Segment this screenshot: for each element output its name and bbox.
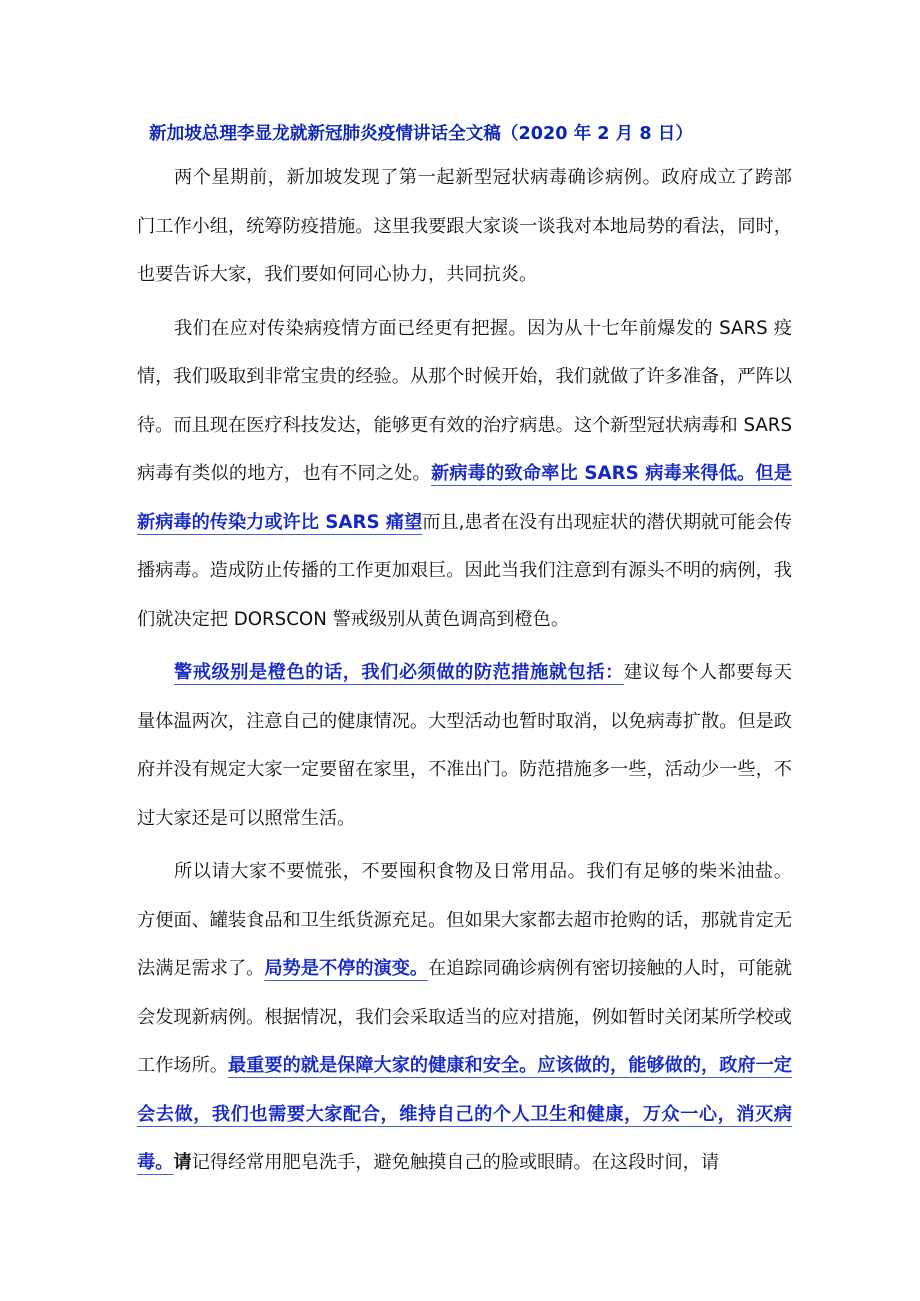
paragraph-4 [137, 848, 792, 1188]
paragraph-2-text-b: 而且,患者在没有出现症状的潜伏期就可能会传播病毒。造成防止传播的工作更加艰巨。因此当我们注意到有源头不明的病例，我们就决定把 DORSCON 警戒级别从黄色调高到橙色。 [137, 511, 792, 630]
paragraph-2-text-a: 我们在应对传染病疫情方面已经更有把握。因为从十七年前爆发的 SARS 疫情，我们吸取到非常宝贵的经验。从那个时候开始，我们就做了许多准备，严阵以待。而且现在医疗科技发达，能够更有效的治疗病患。这个新型冠状病毒和 SARS 病毒有类似的地方，也有不同之处。 [137, 317, 792, 484]
paragraph-4-highlight-1: 局势是不停的演变。 [264, 958, 429, 979]
paragraph-1 [137, 154, 792, 300]
paragraph-2 [137, 305, 792, 645]
paragraph-4-bold: 请 [173, 1152, 192, 1173]
document-title: 新加坡总理李显龙就新冠肺炎疫情讲话全文稿（2020 年 2 月 8 日） [149, 124, 693, 144]
paragraph-4-text-b: 在追踪同确诊病例有密切接触的人时，可能就会发现新病例。根据情况，我们会采取适当的应对措施，例如暂时关闭某所学校或工作场所。 [137, 958, 792, 1076]
paragraph-3 [137, 649, 792, 843]
paragraph-4-text-a: 所以请大家不要慌张，不要囤积食物及日常用品。我们有足够的柴米油盐。方便面、罐装食品和卫生纸货源充足。但如果大家都去超市抢购的话，那就肯定无法满足需求了。 [137, 861, 792, 979]
paragraph-3-highlight: 警戒级别是橙色的话，我们必须做的防范措施就包括： [174, 662, 624, 683]
document-body [137, 114, 792, 1193]
paragraph-4-highlight-2: 最重要的就是保障大家的健康和安全。应该做的，能够做的，政府一定会去做，我们也需要大家配合，维持自己的个人卫生和健康，万众一心，消灭病毒。 [137, 1055, 792, 1173]
paragraph-2-highlight: 新病毒的致命率比 SARS 病毒来得低。但是新病毒的传染力或许比 SARS 痛望 [137, 463, 792, 533]
paragraph-3-text: 建议每个人都要每天量体温两次，注意自己的健康情况。大型活动也暂时取消，以免病毒扩散。但是政府并没有规定大家一定要留在家里，不准出门。防范措施多一些，活动少一些，不过大家还是可以照常生活。 [137, 662, 792, 829]
paragraph-1-text: 两个星期前，新加坡发现了第一起新型冠状病毒确诊病例。政府成立了跨部门工作小组，统筹防疫措施。这里我要跟大家谈一谈我对本地局势的看法，同时，也要告诉大家，我们要如何同心协力，共同抗炎。 [137, 167, 792, 285]
paragraph-4-text-c: 记得经常用肥皂洗手，避免触摸自己的脸或眼睛。在这段时间，请 [191, 1152, 720, 1173]
